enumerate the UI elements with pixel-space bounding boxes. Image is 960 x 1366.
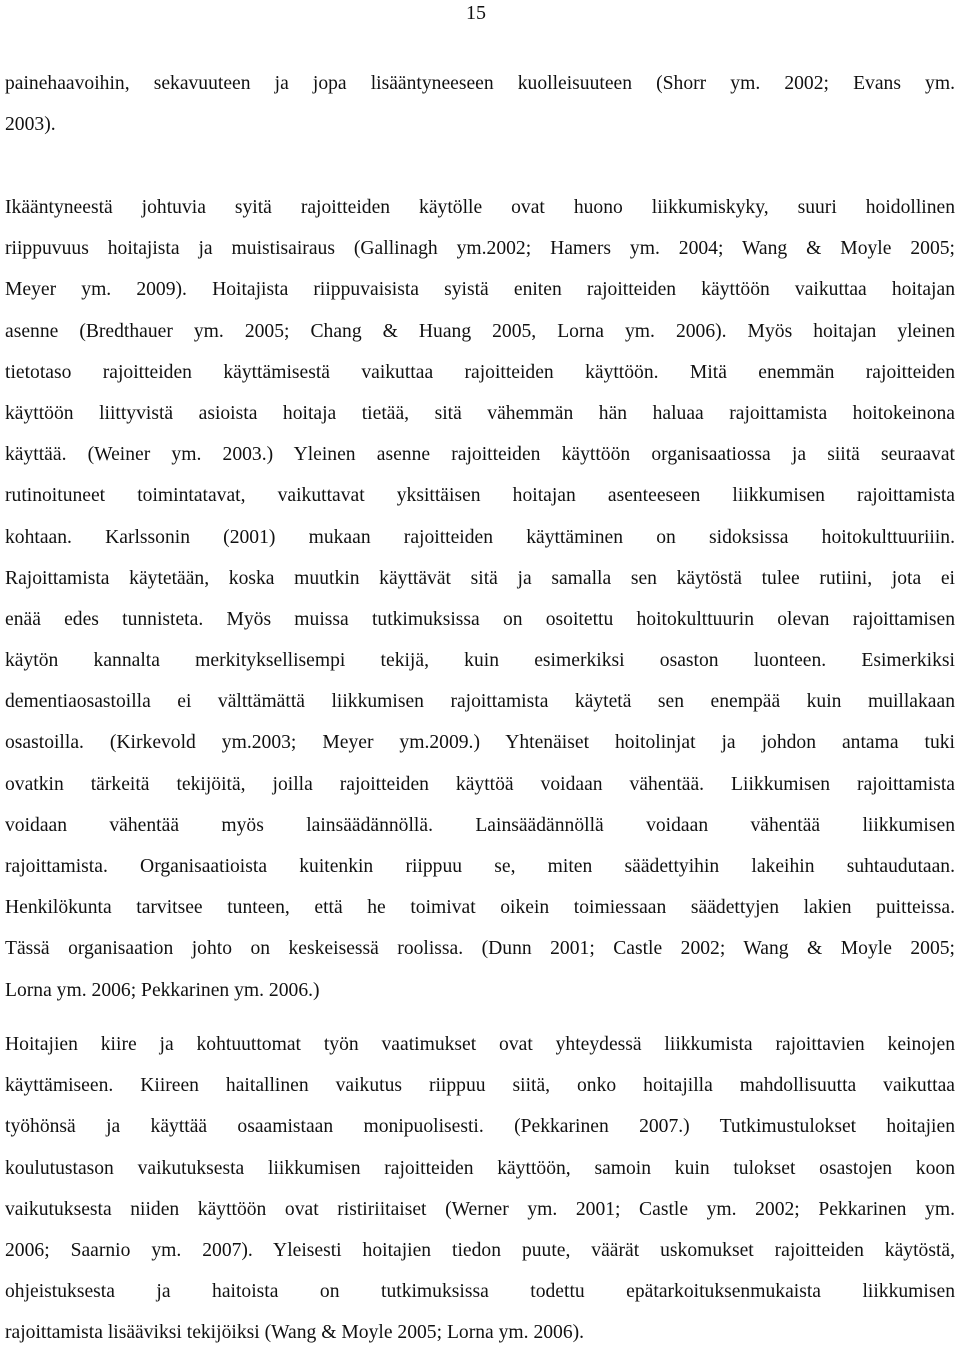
paragraph-line: voidaan vähentää myös lainsäädännöllä. Lainsäädännöllä voidaan vähentää liikkumisen <box>5 814 955 836</box>
paragraph-2 <box>5 187 955 1011</box>
paragraph-line: Lorna ym. 2006; Pekkarinen ym. 2006.) <box>5 979 320 1001</box>
paragraph-line: ovatkin tärkeitä tekijöitä, joilla rajoitteiden käyttöä voidaan vähentää. Liikkumisen rajoittamista <box>5 773 955 795</box>
paragraph-line: tietotaso rajoitteiden käyttämisestä vaikuttaa rajoitteiden käyttöön. Mitä enemmän rajoitteiden <box>5 361 955 383</box>
paragraph-line: Ikääntyneestä johtuvia syitä rajoitteiden käytölle ovat huono liikkumiskyky, suuri hoidollinen <box>5 197 955 218</box>
paragraph-line: enää edes tunnisteta. Myös muissa tutkimuksissa on osoitettu hoitokulttuurin olevan rajoittamisen <box>5 608 955 630</box>
paragraph-line: riippuvuus hoitajista ja muistisairaus (Gallinagh ym.2002; Hamers ym. 2004; Wang & Moyle 2005; <box>5 238 955 260</box>
paragraph-line: Meyer ym. 2009). Hoitajista riippuvaisista syistä eniten rajoitteiden käyttöön vaikuttaa hoitajan <box>5 279 955 301</box>
paragraph-line: rajoittamista. Organisaatioista kuitenkin riippuu se, miten säädettyihin lakeihin suhtaudutaan. <box>5 856 955 877</box>
paragraph-line: rutinoituneet toimintatavat, vaikuttavat yksittäisen hoitajan asenteeseen liikkumisen rajoittamista <box>5 485 955 507</box>
paragraph-line: Henkilökunta tarvitsee tunteen, että he toimivat oikein toimiessaan säädettyjen lakien puitteissa. <box>5 897 955 919</box>
paragraph-line: ohjeistuksesta ja haitoista on tutkimuksissa todettu epätarkoituksenmukaista liikkumisen <box>5 1281 955 1303</box>
paragraph-line: 2006; Saarnio ym. 2007). Yleisesti hoitajien tiedon puute, väärät uskomukset rajoitteiden käytöstä, <box>5 1239 955 1261</box>
paragraph-line: käyttämiseen. Kiireen haitallinen vaikutus riippuu siitä, onko hoitajilla mahdollisuutta vaikuttaa <box>5 1075 955 1097</box>
paragraph-line: Hoitajien kiire ja kohtuuttomat työn vaatimukset ovat yhteydessä liikkumista rajoittavien keinojen <box>5 1034 955 1055</box>
paragraph-line: osastoilla. (Kirkevold ym.2003; Meyer ym.2009.) Yhtenäiset hoitolinjat ja johdon antama tuki <box>5 732 955 754</box>
paragraph-line: dementiaosastoilla ei välttämättä liikkumisen rajoittamista käytetä sen enempää kuin muillakaan <box>5 691 955 713</box>
paragraph-line: rajoittamista lisääviksi tekijöiksi (Wang & Moyle 2005; Lorna ym. 2006). <box>5 1322 585 1344</box>
paragraph-line: painehaavoihin, sekavuuteen ja jopa lisääntyneeseen kuolleisuuteen (Shorr ym. 2002; Evans ym. <box>5 73 955 94</box>
paragraph-line: työhönsä ja käyttää osaamistaan monipuolisesti. (Pekkarinen 2007.) Tutkimustulokset hoitajien <box>5 1116 955 1138</box>
paragraph-line: käyttöön liittyvistä asioista hoitaja tietää, sitä vähemmän hän haluaa rajoittamista hoitokeinona <box>5 402 955 424</box>
paragraph-line: Tässä organisaation johto on keskeisessä roolissa. (Dunn 2001; Castle 2002; Wang & Moyle 2005; <box>5 938 955 960</box>
paragraph-line: koulutustason vaikutuksesta liikkumisen rajoitteiden käyttöön, samoin kuin tulokset osastojen koon <box>5 1157 955 1179</box>
paragraph-line: käytön kannalta merkityksellisempi tekijä, kuin esimerkiksi osaston luonteen. Esimerkiksi <box>5 650 955 672</box>
paragraph-line: 2003). <box>5 114 56 136</box>
page-number: 15 <box>466 2 486 24</box>
paragraph-line: kohtaan. Karlssonin (2001) mukaan rajoitteiden käyttäminen on sidoksissa hoitokulttuuriiin. <box>5 526 955 548</box>
paragraph-line: Rajoittamista käytetään, koska muutkin käyttävät sitä ja samalla sen käytöstä tulee rutiini, jota ei <box>5 567 955 589</box>
paragraph-line: asenne (Bredthauer ym. 2005; Chang & Huang 2005, Lorna ym. 2006). Myös hoitajan yleinen <box>5 320 955 342</box>
paragraph-line: käyttää. (Weiner ym. 2003.) Yleinen asenne rajoitteiden käyttöön organisaatiossa ja siitä seuraavat <box>5 444 955 466</box>
paragraph-line: vaikutuksesta niiden käyttöön ovat ristiriitaiset (Werner ym. 2001; Castle ym. 2002; Pekkarinen ym. <box>5 1198 955 1220</box>
paragraph-3 <box>5 1024 955 1354</box>
paragraph-1 <box>5 63 955 145</box>
